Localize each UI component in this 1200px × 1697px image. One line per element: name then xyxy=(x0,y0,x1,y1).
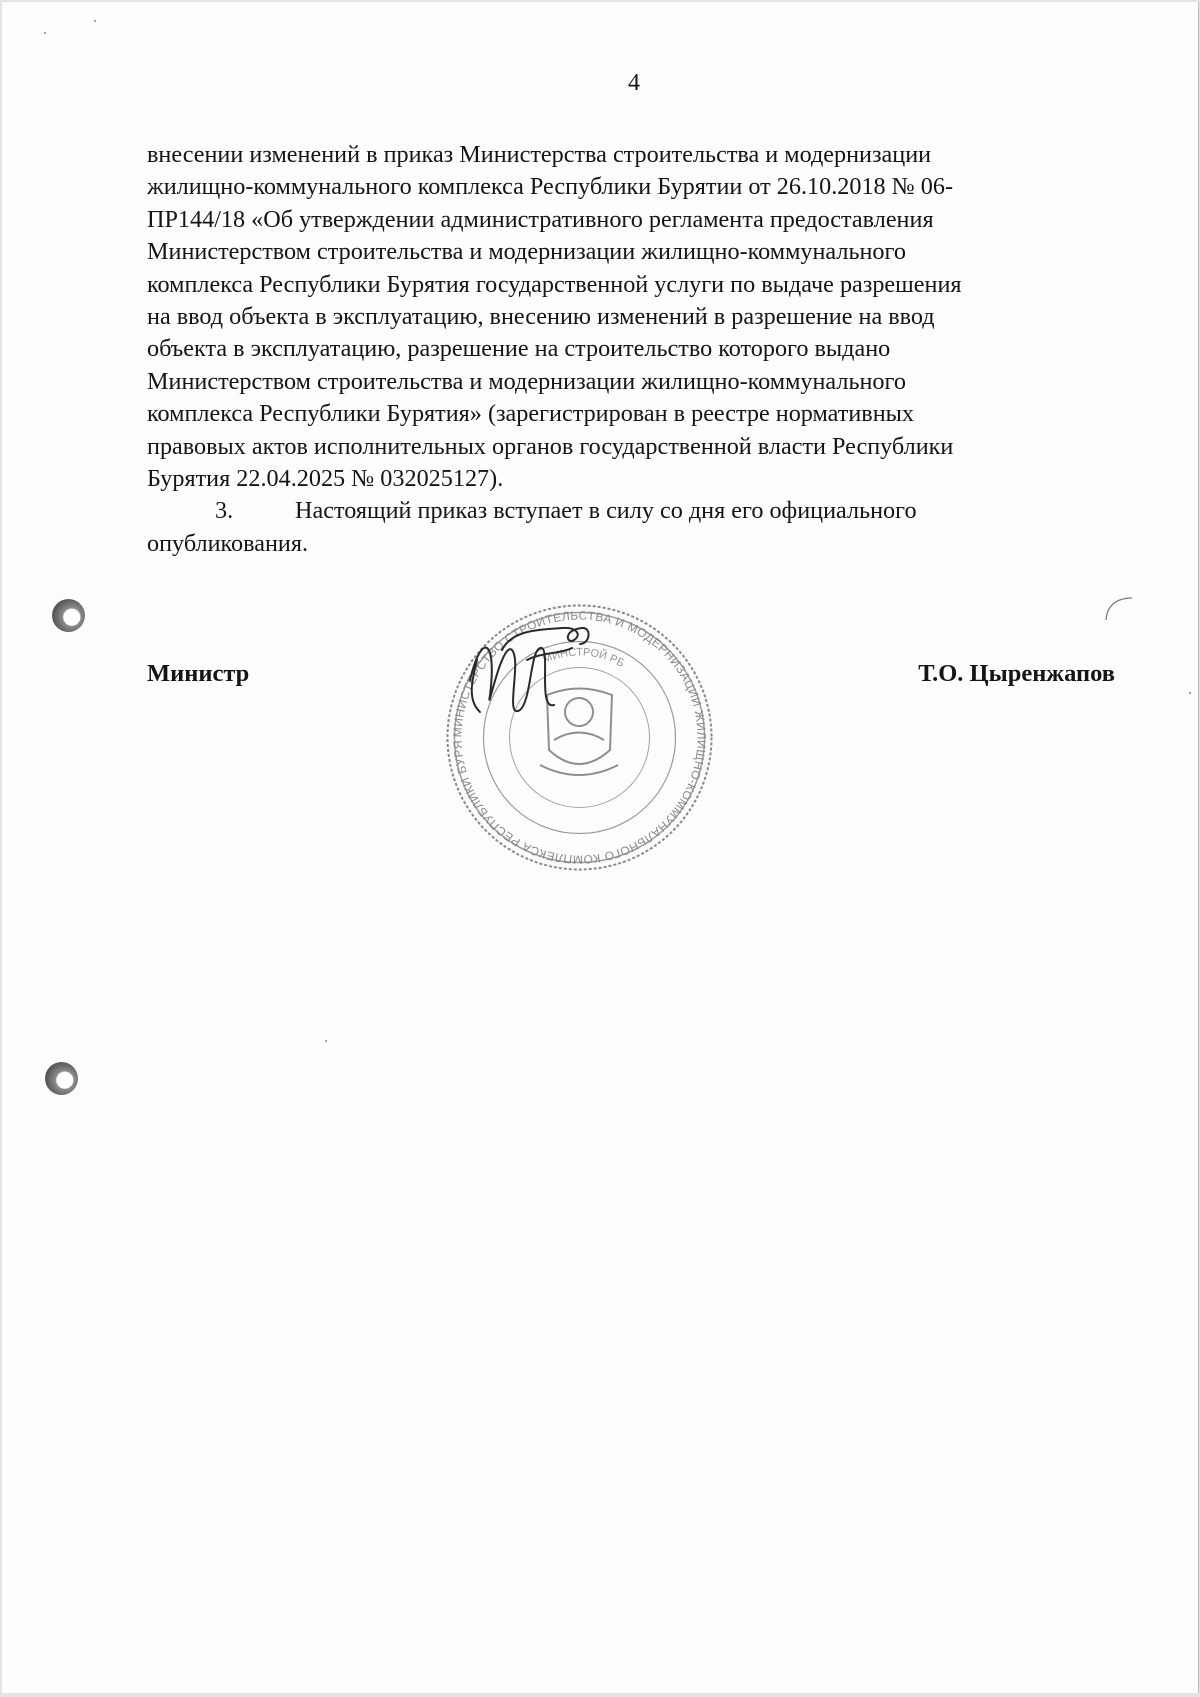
item-number: 3. xyxy=(215,497,234,525)
seal-graphic xyxy=(442,600,717,875)
scan-mark xyxy=(1102,592,1142,622)
coat-of-arms-icon xyxy=(540,689,618,776)
item-3-line xyxy=(147,495,1121,527)
text-line: Министерством строительства и модернизации жилищно-коммунального xyxy=(147,238,906,266)
signatory-title: Министр xyxy=(147,660,250,687)
text-line: внесении изменений в приказ Министерства строительства и модернизации xyxy=(147,141,932,168)
scan-speck xyxy=(1189,692,1191,694)
punch-hole xyxy=(45,1062,78,1095)
signatory-name: Т.О. Цыренжапов xyxy=(918,660,1115,687)
official-seal xyxy=(442,600,717,875)
text-line: правовых актов исполнительных органов государственной власти Республики xyxy=(147,432,954,460)
text-line: ПР144/18 «Об утверждении административного регламента предоставления xyxy=(147,205,934,233)
scan-speck xyxy=(44,32,46,34)
item-3-continuation: опубликования. xyxy=(147,529,309,557)
text-line: объекта в эксплуатацию, разрешение на строительство которого выдано xyxy=(147,335,891,363)
text-line: комплекса Республики Бурятия» (зарегистрирован в реестре нормативных xyxy=(147,400,914,428)
handwritten-signature xyxy=(470,628,589,712)
text-line: на ввод объекта в эксплуатацию, внесению изменений в разрешение на ввод xyxy=(147,303,935,331)
scan-speck xyxy=(325,1040,327,1042)
document-page xyxy=(2,2,1199,1693)
item-3-text: Настоящий приказ вступает в силу со дня его официального xyxy=(295,497,917,525)
text-line: комплекса Республики Бурятия государственной услуги по выдаче разрешения xyxy=(147,270,962,298)
seal-inner-text: МИНСТРОЙ РБ xyxy=(541,646,627,670)
svg-text:МИНСТРОЙ РБ xyxy=(541,646,626,669)
page-number: 4 xyxy=(628,70,640,96)
seal-outer-text: МИНИСТЕРСТВО СТРОИТЕЛЬСТВА И МОДЕРНИЗАЦИИ ЖИЛИЩНО-КОММУНАЛЬНОГО КОМПЛЕКСА РЕСПУБЛИКИ БУРЯ xyxy=(450,608,709,867)
scan-speck xyxy=(94,20,96,22)
text-line: Министерством строительства и модернизации жилищно-коммунального xyxy=(147,367,906,395)
document-body xyxy=(147,139,1121,560)
text-line: жилищно-коммунального комплекса Республики Бурятии от 26.10.2018 № 06- xyxy=(147,173,954,201)
text-line: Бурятия 22.04.2025 № 032025127). xyxy=(147,465,504,493)
punch-hole xyxy=(52,599,85,632)
